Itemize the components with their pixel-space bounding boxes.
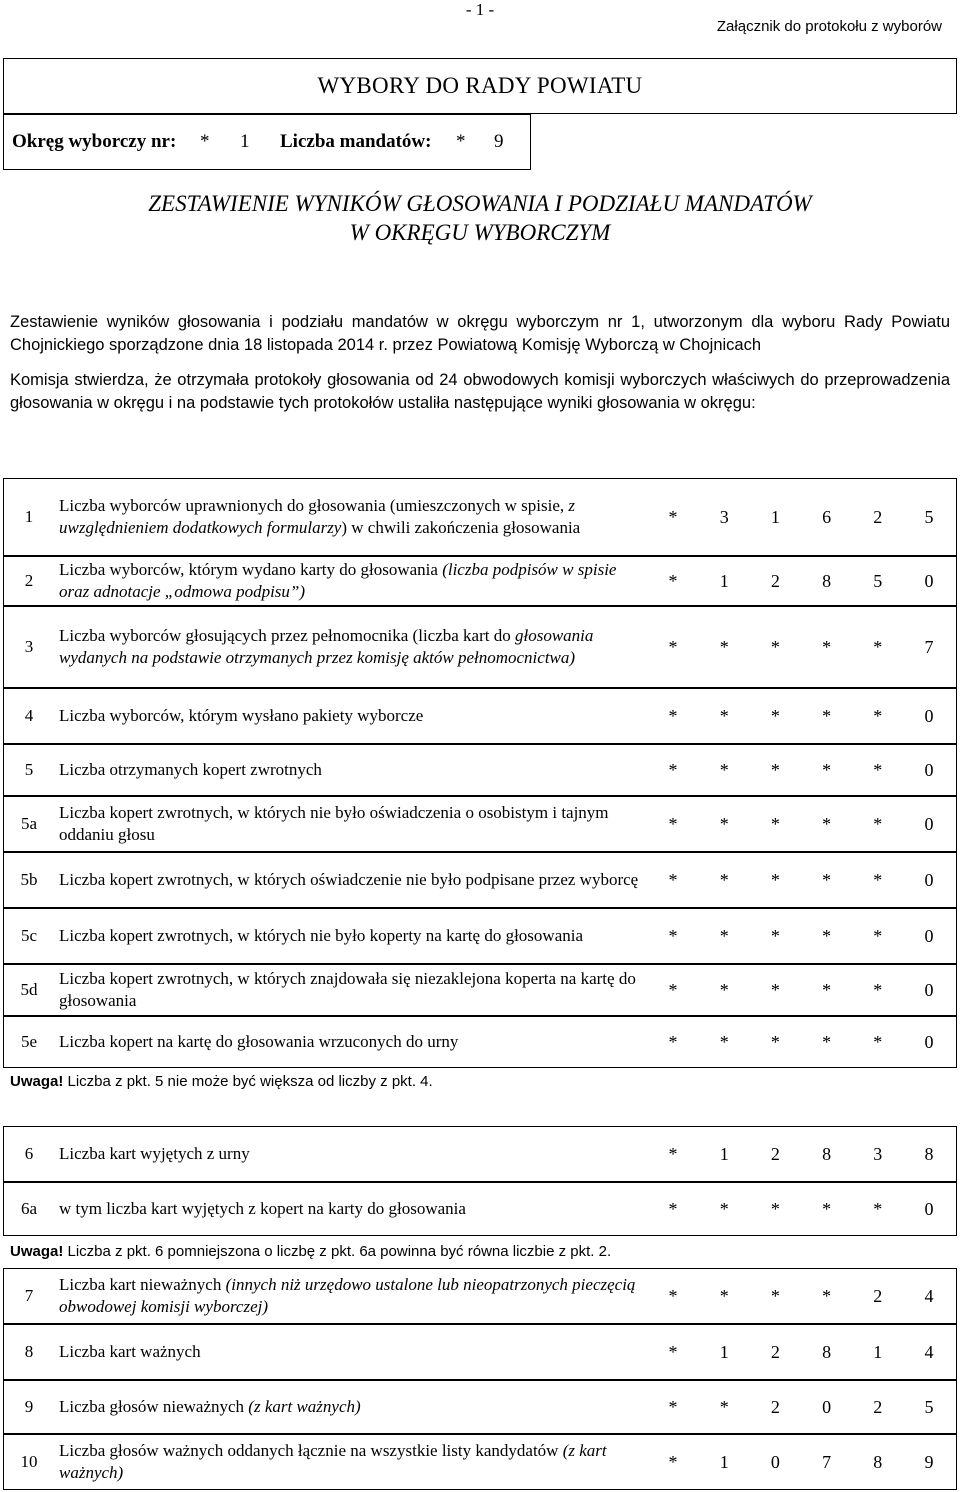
value-digit: * bbox=[668, 1341, 678, 1362]
value-digit: * bbox=[873, 813, 883, 834]
row-value bbox=[656, 909, 946, 963]
row-description-text-a: Liczba wyborców uprawnionych do głosowania (umieszczonych w spisie, bbox=[59, 496, 569, 515]
note-2-text: Liczba z pkt. 6 pomniejszona o liczbę z pkt. 6a powinna być równa liczbie z pkt. 2. bbox=[63, 1243, 612, 1260]
value-digit: * bbox=[873, 979, 883, 1000]
note-1-bold: Uwaga! bbox=[10, 1073, 64, 1090]
district-number: 1 bbox=[240, 131, 250, 152]
value-digit: * bbox=[873, 869, 883, 890]
value-digit: 0 bbox=[924, 759, 934, 780]
value-digit: 3 bbox=[873, 1143, 883, 1164]
election-title: WYBORY DO RADY POWIATU bbox=[317, 73, 643, 98]
result-row bbox=[3, 1268, 957, 1324]
district-box bbox=[3, 114, 531, 170]
document-title-line2: W OKRĘGU WYBORCZYM bbox=[349, 220, 611, 245]
row-description bbox=[59, 853, 649, 907]
value-digit: 0 bbox=[822, 1396, 832, 1417]
row-value bbox=[656, 607, 946, 687]
result-row bbox=[3, 606, 957, 688]
value-digit: 1 bbox=[719, 570, 729, 591]
value-digit: * bbox=[873, 1198, 883, 1219]
value-digit: 8 bbox=[822, 1143, 832, 1164]
value-digit: 0 bbox=[924, 813, 934, 834]
intro-paragraph: Zestawienie wyników głosowania i podziału mandatów w okręgu wyborczym nr 1, utworzonym dla wyboru Rady Powiatu Chojnickiego sporządzone dnia 18 listopada 2014 r. przez Powiatową Komisję Wyborczą w Chojnicach bbox=[10, 313, 950, 354]
row-description-text-b: ) w chwili zakończenia głosowania bbox=[341, 518, 581, 537]
row-description bbox=[59, 745, 649, 795]
value-digit: * bbox=[822, 1031, 832, 1052]
value-digit: 9 bbox=[924, 1451, 934, 1472]
row-description bbox=[59, 797, 649, 851]
value-digit: * bbox=[719, 979, 729, 1000]
row-description-text-i: (z kart ważnych) bbox=[59, 1441, 607, 1482]
annex-label: Załącznik do protokołu z wyborów bbox=[716, 18, 942, 35]
value-digit: 1 bbox=[719, 1341, 729, 1362]
mandates-number: 9 bbox=[494, 131, 504, 152]
value-digit: 7 bbox=[924, 636, 934, 657]
value-digit: 0 bbox=[924, 570, 934, 591]
value-digit: * bbox=[770, 759, 780, 780]
row-description bbox=[59, 909, 649, 963]
value-digit: * bbox=[719, 1198, 729, 1219]
result-row bbox=[3, 908, 957, 964]
value-digit: 8 bbox=[822, 1341, 832, 1362]
value-digit: * bbox=[668, 705, 678, 726]
row-value bbox=[656, 479, 946, 555]
note-1-text: Liczba z pkt. 5 nie może być większa od liczby z pkt. 4. bbox=[63, 1073, 433, 1090]
row-description-text-i: (innych niż urzędowo ustalone lub nieopatrzonych pieczęcią obwodowej komisji wyborczej) bbox=[59, 1275, 636, 1316]
row-number: 5e bbox=[20, 1032, 38, 1051]
value-digit: * bbox=[770, 813, 780, 834]
value-digit: * bbox=[668, 1451, 678, 1472]
value-digit: * bbox=[719, 1031, 729, 1052]
value-digit: 0 bbox=[924, 925, 934, 946]
row-description bbox=[59, 1017, 649, 1067]
row-description bbox=[59, 1127, 649, 1181]
value-digit: * bbox=[719, 925, 729, 946]
value-digit: 7 bbox=[822, 1451, 832, 1472]
row-number: 5d bbox=[20, 980, 38, 999]
row-description-text-a: Liczba głosów ważnych oddanych łącznie na wszystkie listy kandydatów bbox=[59, 1441, 563, 1460]
row-description-text-a: Liczba kart wyjętych z urny bbox=[59, 1144, 250, 1163]
result-row bbox=[3, 964, 957, 1016]
value-digit: 2 bbox=[770, 570, 780, 591]
value-digit: 8 bbox=[822, 570, 832, 591]
result-row bbox=[3, 1380, 957, 1434]
value-digit: * bbox=[770, 636, 780, 657]
row-number: 5 bbox=[24, 760, 34, 779]
value-digit: * bbox=[822, 979, 832, 1000]
value-digit: * bbox=[873, 1031, 883, 1052]
value-digit: * bbox=[873, 925, 883, 946]
row-description bbox=[59, 1435, 649, 1489]
document-title-line1: ZESTAWIENIE WYNIKÓW GŁOSOWANIA I PODZIAŁU MANDATÓW bbox=[148, 191, 812, 216]
row-description-text-a: w tym liczba kart wyjętych z kopert na karty do głosowania bbox=[59, 1199, 466, 1218]
value-digit: * bbox=[822, 759, 832, 780]
value-digit: 0 bbox=[924, 869, 934, 890]
value-digit: 6 bbox=[822, 506, 832, 527]
value-digit: * bbox=[719, 636, 729, 657]
row-number: 6 bbox=[24, 1144, 34, 1163]
row-value bbox=[656, 557, 946, 605]
row-description-text-a: Liczba wyborców głosujących przez pełnomocnika (liczba kart do bbox=[59, 626, 515, 645]
value-digit: 0 bbox=[924, 705, 934, 726]
value-digit: * bbox=[770, 979, 780, 1000]
value-digit: 5 bbox=[924, 506, 934, 527]
row-value bbox=[656, 1381, 946, 1433]
row-description-text-i: (z kart ważnych) bbox=[248, 1397, 361, 1416]
value-digit: * bbox=[719, 869, 729, 890]
row-number: 6a bbox=[20, 1199, 38, 1218]
value-digit: 3 bbox=[719, 506, 729, 527]
value-digit: * bbox=[822, 925, 832, 946]
value-digit: * bbox=[770, 869, 780, 890]
value-digit: 2 bbox=[770, 1341, 780, 1362]
result-row bbox=[3, 478, 957, 556]
row-description-text-i: głosowania wydanych na podstawie otrzymanych przez komisję aktów pełnomocnictwa) bbox=[59, 626, 594, 667]
value-digit: * bbox=[873, 705, 883, 726]
row-number: 5a bbox=[20, 814, 38, 833]
row-description-text-a: Liczba kart nieważnych bbox=[59, 1275, 226, 1294]
value-digit: 2 bbox=[770, 1396, 780, 1417]
row-value bbox=[656, 853, 946, 907]
note-1 bbox=[10, 1073, 433, 1090]
value-digit: 2 bbox=[873, 1285, 883, 1306]
value-digit: * bbox=[668, 1143, 678, 1164]
row-value bbox=[656, 689, 946, 743]
value-digit: * bbox=[822, 1198, 832, 1219]
value-digit: * bbox=[668, 979, 678, 1000]
row-description bbox=[59, 1381, 649, 1433]
row-number: 9 bbox=[24, 1397, 34, 1416]
value-digit: * bbox=[668, 925, 678, 946]
mandates-mark: * bbox=[456, 131, 466, 152]
value-digit: * bbox=[719, 1285, 729, 1306]
value-digit: * bbox=[822, 636, 832, 657]
result-row bbox=[3, 688, 957, 744]
row-number: 5c bbox=[20, 926, 38, 945]
value-digit: * bbox=[668, 759, 678, 780]
row-value bbox=[656, 1325, 946, 1379]
district-label: Okręg wyborczy nr: bbox=[12, 131, 177, 152]
value-digit: * bbox=[770, 1198, 780, 1219]
value-digit: * bbox=[873, 759, 883, 780]
district-mark: * bbox=[200, 131, 210, 152]
value-digit: 1 bbox=[719, 1451, 729, 1472]
row-number: 4 bbox=[24, 706, 34, 725]
value-digit: * bbox=[668, 813, 678, 834]
result-row bbox=[3, 1126, 957, 1182]
row-number: 10 bbox=[20, 1452, 38, 1471]
value-digit: * bbox=[770, 1285, 780, 1306]
row-number: 7 bbox=[24, 1286, 34, 1305]
value-digit: 0 bbox=[924, 1198, 934, 1219]
row-description-text-a: Liczba wyborców, którym wydano karty do głosowania bbox=[59, 560, 443, 579]
row-description-text-a: Liczba wyborców, którym wysłano pakiety wyborcze bbox=[59, 706, 424, 725]
value-digit: * bbox=[873, 636, 883, 657]
value-digit: 2 bbox=[873, 506, 883, 527]
row-description-text-a: Liczba otrzymanych kopert zwrotnych bbox=[59, 760, 322, 779]
value-digit: * bbox=[668, 506, 678, 527]
value-digit: 5 bbox=[924, 1396, 934, 1417]
row-number: 2 bbox=[24, 571, 34, 590]
row-description bbox=[59, 689, 649, 743]
row-description-text-a: Liczba kart ważnych bbox=[59, 1342, 201, 1361]
value-digit: 5 bbox=[873, 570, 883, 591]
note-2 bbox=[10, 1243, 611, 1260]
row-number: 3 bbox=[24, 637, 34, 656]
value-digit: * bbox=[770, 705, 780, 726]
result-row bbox=[3, 796, 957, 852]
row-number: 8 bbox=[24, 1342, 34, 1361]
value-digit: 0 bbox=[924, 979, 934, 1000]
value-digit: * bbox=[668, 869, 678, 890]
value-digit: * bbox=[668, 570, 678, 591]
value-digit: 8 bbox=[924, 1143, 934, 1164]
value-digit: * bbox=[668, 1396, 678, 1417]
value-digit: 4 bbox=[924, 1285, 934, 1306]
row-description bbox=[59, 1183, 649, 1235]
row-description-text-a: Liczba kopert na kartę do głosowania wrzuconych do urny bbox=[59, 1032, 459, 1051]
result-row bbox=[3, 1016, 957, 1068]
value-digit: * bbox=[668, 1198, 678, 1219]
election-title-box bbox=[3, 58, 957, 114]
value-digit: * bbox=[719, 705, 729, 726]
row-description bbox=[59, 1325, 649, 1379]
value-digit: 2 bbox=[873, 1396, 883, 1417]
row-description-text-i: z uwzględnieniem dodatkowych formularzy bbox=[59, 496, 576, 537]
value-digit: 8 bbox=[873, 1451, 883, 1472]
value-digit: 2 bbox=[770, 1143, 780, 1164]
result-row bbox=[3, 556, 957, 606]
row-value bbox=[656, 965, 946, 1015]
result-row bbox=[3, 1434, 957, 1490]
row-value bbox=[656, 1435, 946, 1489]
row-description-text-a: Liczba głosów nieważnych bbox=[59, 1397, 249, 1416]
value-digit: * bbox=[719, 813, 729, 834]
value-digit: * bbox=[668, 1031, 678, 1052]
row-value bbox=[656, 1269, 946, 1323]
value-digit: * bbox=[668, 1285, 678, 1306]
result-row bbox=[3, 1182, 957, 1236]
value-digit: 1 bbox=[770, 506, 780, 527]
value-digit: * bbox=[719, 1396, 729, 1417]
value-digit: * bbox=[822, 1285, 832, 1306]
page-number: - 1 - bbox=[465, 0, 495, 19]
value-digit: 1 bbox=[719, 1143, 729, 1164]
value-digit: 0 bbox=[924, 1031, 934, 1052]
row-value bbox=[656, 1127, 946, 1181]
row-number: 5b bbox=[20, 870, 38, 889]
result-row bbox=[3, 1324, 957, 1380]
row-value bbox=[656, 1183, 946, 1235]
value-digit: * bbox=[822, 869, 832, 890]
row-value bbox=[656, 797, 946, 851]
value-digit: * bbox=[770, 925, 780, 946]
row-description-text-a: Liczba kopert zwrotnych, w których znajdowała się niezaklejona koperta na kartę do głosowania bbox=[59, 969, 636, 1010]
row-description bbox=[59, 1269, 649, 1323]
row-description bbox=[59, 557, 649, 605]
result-row bbox=[3, 744, 957, 796]
value-digit: * bbox=[822, 813, 832, 834]
row-description-text-a: Liczba kopert zwrotnych, w których oświadczenie nie było podpisane przez wyborcę bbox=[59, 870, 639, 889]
value-digit: * bbox=[822, 705, 832, 726]
row-description bbox=[59, 965, 649, 1015]
row-number: 1 bbox=[24, 507, 34, 526]
value-digit: 0 bbox=[770, 1451, 780, 1472]
value-digit: * bbox=[668, 636, 678, 657]
result-row bbox=[3, 852, 957, 908]
row-description-text-a: Liczba kopert zwrotnych, w których nie było koperty na kartę do głosowania bbox=[59, 926, 584, 945]
row-description-text-i: (liczba podpisów w spisie oraz adnotacje „odmowa podpisu”) bbox=[59, 560, 617, 601]
value-digit: 1 bbox=[873, 1341, 883, 1362]
statement-paragraph: Komisja stwierdza, że otrzymała protokoły głosowania od 24 obwodowych komisji wyborczych właściwych do przeprowadzenia głosowania w okręgu i na podstawie tych protokołów ustaliła następujące wyniki głosowania w okręgu: bbox=[10, 371, 950, 412]
row-description bbox=[59, 607, 649, 687]
note-2-bold: Uwaga! bbox=[10, 1243, 64, 1260]
row-description bbox=[59, 479, 649, 555]
value-digit: * bbox=[719, 759, 729, 780]
value-digit: * bbox=[770, 1031, 780, 1052]
mandates-label: Liczba mandatów: bbox=[280, 131, 432, 152]
value-digit: 4 bbox=[924, 1341, 934, 1362]
row-value bbox=[656, 745, 946, 795]
row-value bbox=[656, 1017, 946, 1067]
row-description-text-a: Liczba kopert zwrotnych, w których nie było oświadczenia o osobistym i tajnym oddaniu głosu bbox=[59, 803, 609, 844]
